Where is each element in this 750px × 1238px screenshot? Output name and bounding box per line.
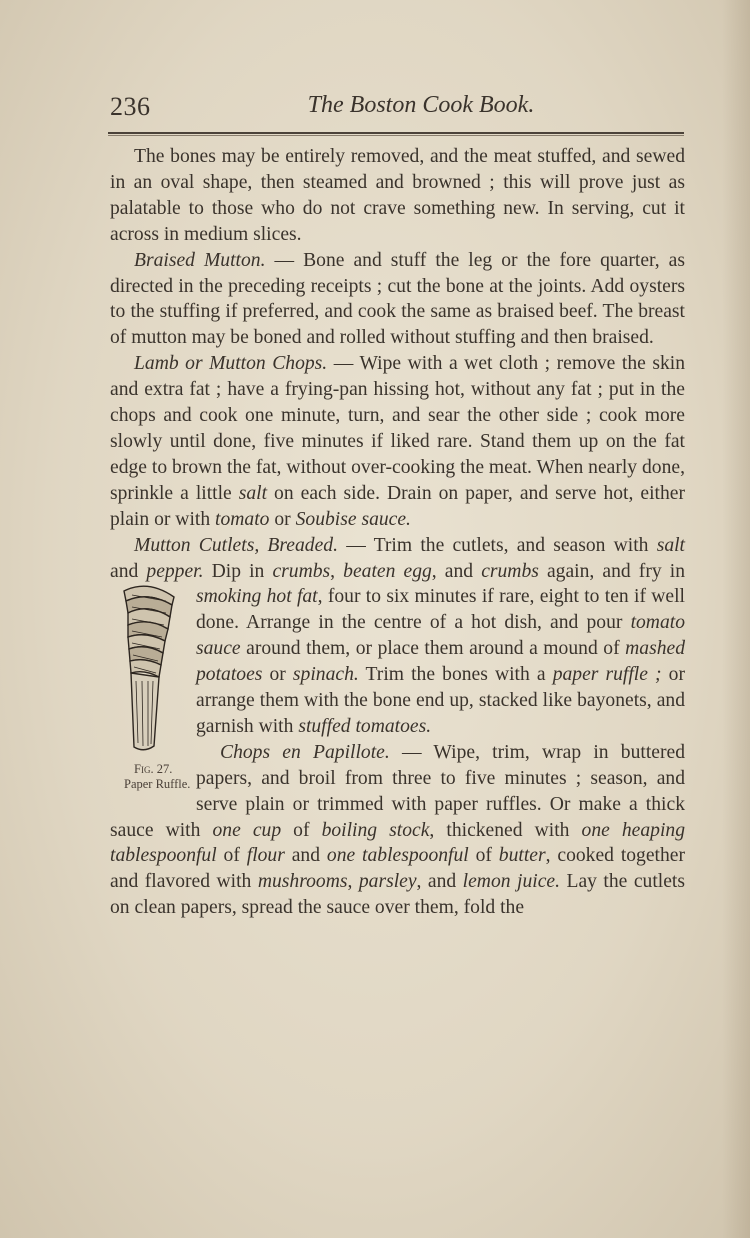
header-rule [108, 132, 684, 136]
paragraph-bones: The bones may be entirely removed, and the meat stuffed, and sewed in an oval shape, then steamed and browned ; this will prove just as palatable to those who do not crave something new. In serving, cut it across in medium slices. [110, 146, 685, 245]
paragraph-lamb-chops: Lamb or Mutton Chops. — Wipe with a wet cloth ; remove the skin and extra fat ; have a frying-pan hissing hot, without any fat ; put in the chops and cook one minute, turn, and sear the other side ; cook more slowly until done, five minutes if liked rare. Stand them up on the fat edge to brown the fat, without over-cooking the meat. When nearly done, sprinkle a little salt on each side. Drain on paper, and serve hot, either plain or with tomato or Soubise sauce. [110, 353, 685, 530]
figure-title: Paper Ruffle. [124, 776, 191, 791]
figure-number: Fig. 27. [134, 761, 173, 776]
recipe-title: Mutton Cutlets, Breaded. [134, 534, 338, 556]
running-head: The Boston Cook Book. [307, 92, 535, 118]
paragraph-mutton-cutlets: Mutton Cutlets, Breaded. — Trim the cutlets, and season with salt and pepper. Dip in crumbs, beaten egg, and crumbs Fig. 27. Paper Ruffle. again, and fry in smoking hot fat, four to six minutes if rare, eight to ten if well done. Arrange in the centre of a hot dish, and pour tomato sauce around them, or place them around a mound of mashed potatoes or spinach. Trim the bones with a paper ruffle ; or arrange them with the bone end up, stacked like bayonets, and garnish with stuffed tomatoes. [110, 533, 685, 740]
page-header [108, 88, 684, 128]
recipe-title: Chops en Papillote. [220, 741, 390, 763]
paragraph-chops-papillote: Chops en Papillote. — Wipe, trim, wrap in buttered papers, and broil from three to five minutes ; season, and serve plain or trimmed with paper ruffles. Or make a thick sauce with one cup of boiling stock, thickened with one heaping tablespoonful of flour and one tablespoonful of butter, cooked together and flavored with mushrooms, parsley, and lemon juice. Lay the cutlets on clean papers, spread the sauce over them, fold the [110, 741, 686, 919]
page-number: 236 [110, 92, 151, 121]
body-text [110, 144, 685, 921]
recipe-title: Braised Mutton. [134, 249, 266, 271]
figure-caption [100, 762, 200, 792]
paper-ruffle-icon [118, 581, 180, 756]
paragraph-braised-mutton: Braised Mutton. — Bone and stuff the leg or the fore quarter, as directed in the preceding receipts ; cut the bone at the joints. Add oysters to the stuffing if preferred, and cook the same as braised beef. The breast of mutton may be boned and rolled without stuffing and then braised. [110, 249, 685, 349]
recipe-title: Lamb or Mutton Chops. [134, 353, 328, 375]
figure-paper-ruffle [100, 569, 196, 802]
